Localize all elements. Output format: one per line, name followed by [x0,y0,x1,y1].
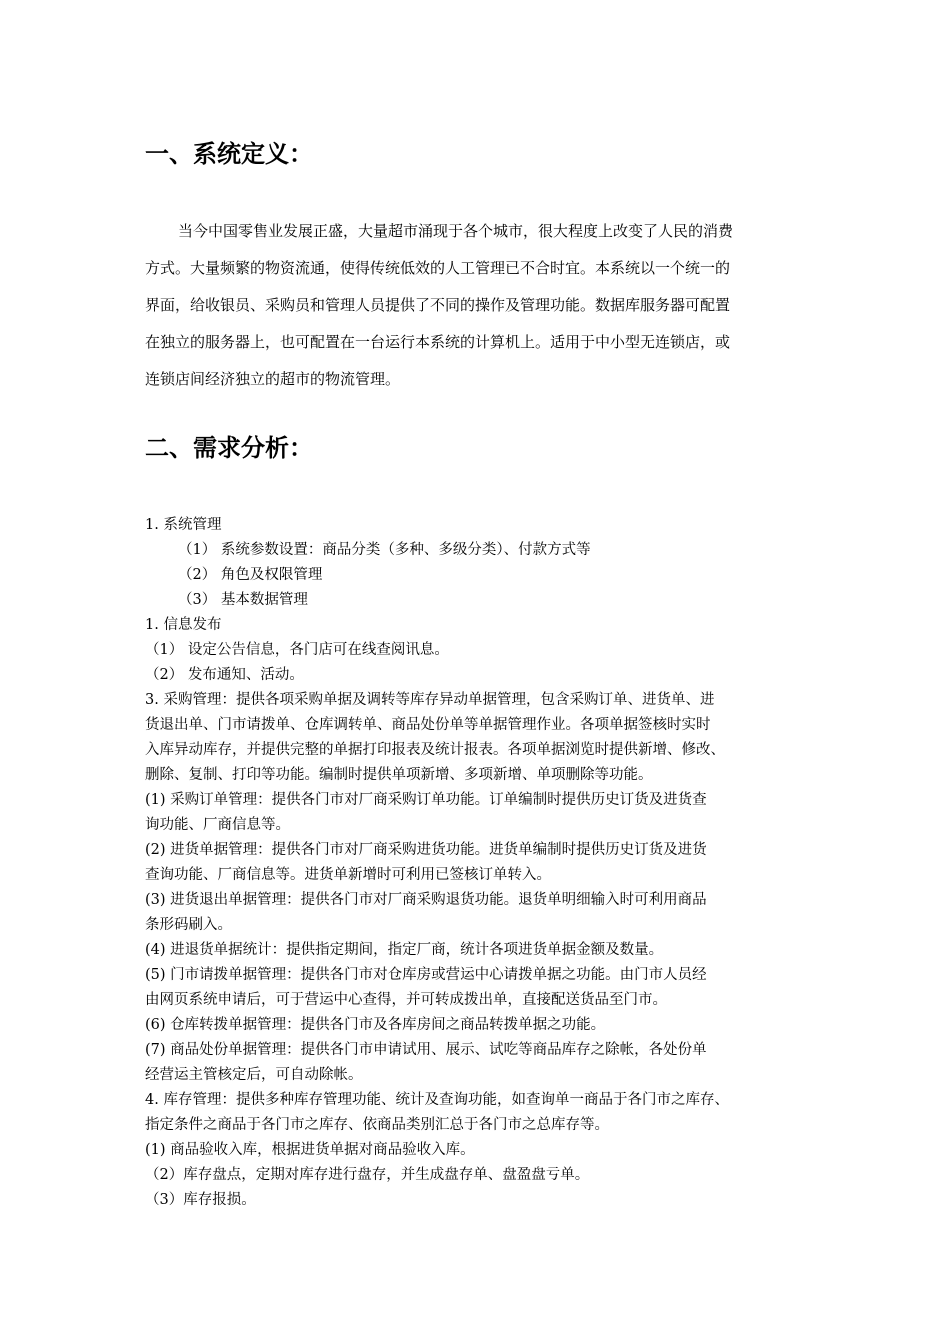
list-item: 查询功能、厂商信息等。进货单新增时可利用已签核订单转入。 [145,867,551,883]
list-item: 1. 系统管理 [145,517,222,533]
requirements-list [145,513,825,1213]
list-item: （3）库存报损。 [145,1192,256,1208]
list-item: (7) 商品处份单据管理：提供各门市申请试用、展示、试吃等商品库存之除帐，各处份单 [145,1042,707,1058]
list-item: 删除、复制、打印等功能。编制时提供单项新增、多项新增、单项删除等功能。 [145,767,653,783]
list-item: 1. 信息发布 [145,617,222,633]
list-item: （1） 设定公告信息，各门店可在线查阅讯息。 [145,642,449,658]
list-item: (2) 进货单据管理：提供各门市对厂商采购进货功能。进货单编制时提供历史订货及进货 [145,842,707,858]
list-item: 3. 采购管理：提供各项采购单据及调转等库存异动单据管理，包含采购订单、进货单、进 [145,692,715,708]
list-item: 询功能、厂商信息等。 [145,817,290,833]
list-item: 指定条件之商品于各门市之库存、依商品类别汇总于各门市之总库存等。 [145,1117,609,1133]
list-item: 由网页系统申请后，可于营运中心查得，并可转成拨出单，直接配送货品至门市。 [145,992,667,1008]
list-item: (1) 商品验收入库，根据进货单据对商品验收入库。 [145,1142,475,1158]
list-item: 4. 库存管理：提供多种库存管理功能、统计及查询功能，如查询单一商品于各门市之库存、 [145,1092,729,1108]
list-item: 经营运主管核定后，可自动除帐。 [145,1067,363,1083]
list-item: (6) 仓库转拨单据管理：提供各门市及各库房间之商品转拨单据之功能。 [145,1017,606,1033]
list-item: 货退出单、门市请拨单、仓库调转单、商品处份单等单据管理作业。各项单据签核时实时 [145,717,711,733]
list-item: (1) 采购订单管理：提供各门市对厂商采购订单功能。订单编制时提供历史订货及进货查 [145,792,707,808]
list-item: （2）库存盘点，定期对库存进行盘存，并生成盘存单、盘盈盘亏单。 [145,1167,590,1183]
list-item: （3） 基本数据管理 [178,592,308,608]
list-item: （2） 角色及权限管理 [178,567,323,583]
paragraph-line: 方式。大量频繁的物资流通，使得传统低效的人工管理已不合时宜。本系统以一个统一的 [145,259,731,277]
list-item: (3) 进货退出单据管理：提供各门市对厂商采购退货功能。退货单明细输入时可利用商品 [145,892,707,908]
list-item: 条形码刷入。 [145,917,232,933]
paragraph-line: 连锁店间经济独立的超市的物流管理。 [145,370,401,388]
list-item: （1） 系统参数设置：商品分类（多种、多级分类）、付款方式等 [178,542,591,558]
paragraph-line: 当今中国零售业发展正盛，大量超市涌现于各个城市，很大程度上改变了人民的消费 [178,222,734,240]
list-item: （2） 发布通知、活动。 [145,667,304,683]
paragraph-line: 在独立的服务器上，也可配置在一台运行本系统的计算机上。适用于中小型无连锁店，或 [145,333,731,351]
definition-paragraph [145,213,809,398]
paragraph-line: 界面，给收银员、采购员和管理人员提供了不同的操作及管理功能。数据库服务器可配置 [145,296,731,314]
section-heading-definition: 一、系统定义： [145,140,313,168]
section-heading-analysis: 二、需求分析： [145,434,313,462]
list-item: (4) 进退货单据统计：提供指定期间，指定厂商，统计各项进货单据金额及数量。 [145,942,664,958]
list-item: 入库异动库存，并提供完整的单据打印报表及统计报表。各项单据浏览时提供新增、修改、 [145,742,725,758]
list-item: (5) 门市请拨单据管理：提供各门市对仓库房或营运中心请拨单据之功能。由门市人员经 [145,967,707,983]
